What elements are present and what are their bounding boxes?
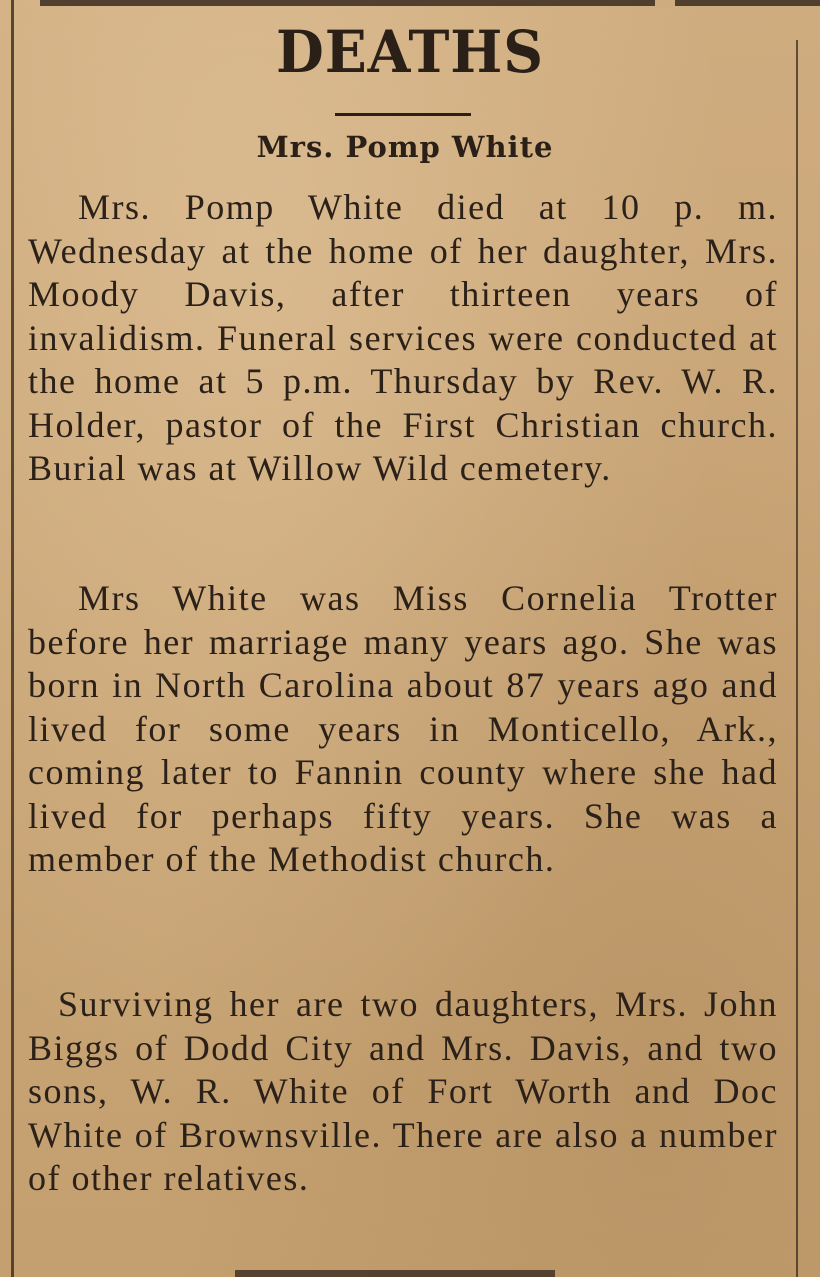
obituary-title: Mrs. Pomp White bbox=[256, 130, 554, 164]
right-column-rule bbox=[796, 40, 798, 1277]
bottom-column-rule bbox=[235, 1270, 555, 1277]
top-column-rule bbox=[40, 0, 820, 6]
obituary-paragraph-2: Mrs White was Miss Cornelia Trotter before her marriage many years ago. She was born in North Carolina about 87 years ago and lived for some years in Monticello, Ark., coming later to Fannin county where she had lived for perhaps fifty years. She was a member of the Methodist church. bbox=[28, 578, 778, 879]
top-rule-gap bbox=[655, 0, 675, 8]
obituary-paragraph-3: Surviving her are two daughters, Mrs. John Biggs of Dodd City and Mrs. Davis, and two sons, W. R. White of Fort Worth and Doc White of Brownsville. There are also a number of other relatives. bbox=[28, 984, 778, 1198]
heading-divider bbox=[335, 113, 471, 116]
obituary-paragraph-1: Mrs. Pomp White died at 10 p. m. Wednesday at the home of her daughter, Mrs. Moody Davis, after thirteen years of invalidism. Funeral services were conducted at the home at 5 p.m. Thursday by Rev. W. R. Holder, pastor of the First Christian church. Burial was at Willow Wild cemetery. bbox=[28, 187, 778, 488]
section-heading: DEATHS bbox=[275, 18, 545, 86]
left-column-rule bbox=[11, 0, 14, 1277]
